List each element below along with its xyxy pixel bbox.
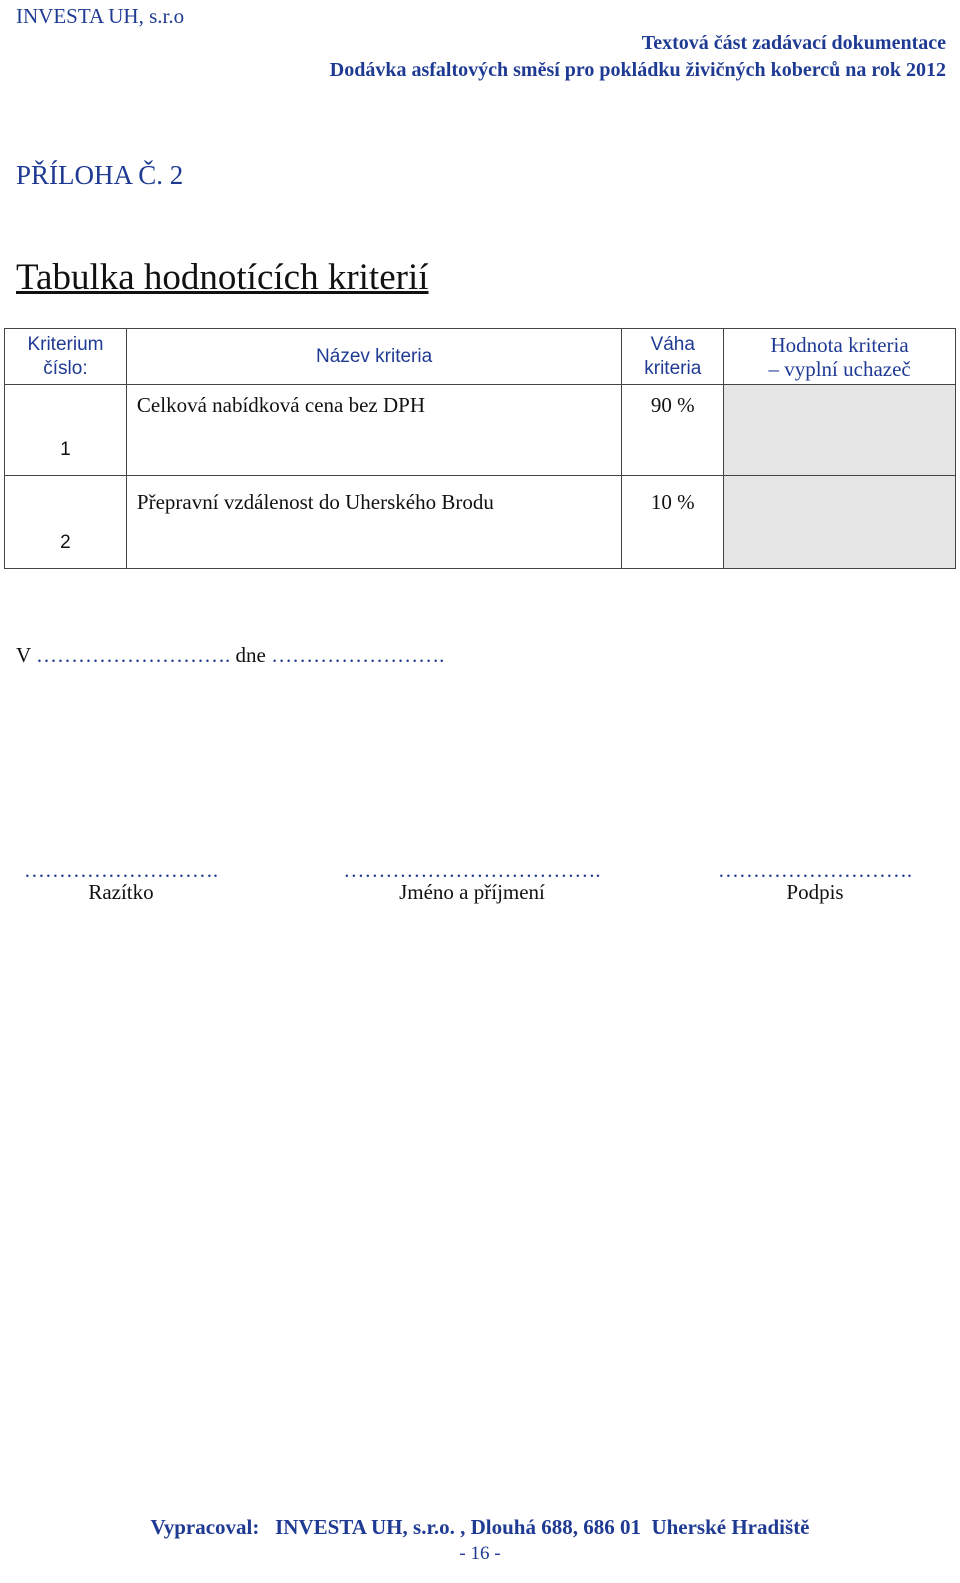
header-criterion-name bbox=[126, 329, 621, 385]
table-row bbox=[5, 385, 956, 476]
table-header-row bbox=[5, 329, 956, 385]
header-name-text: Název kriteria bbox=[316, 345, 433, 367]
criteria-table bbox=[4, 328, 956, 569]
header-weight-line1: Váha bbox=[650, 333, 695, 355]
place-date-line bbox=[16, 643, 444, 668]
criterion-number: 2 bbox=[5, 476, 127, 569]
stamp-label: Razítko bbox=[88, 880, 154, 904]
name-label: Jméno a příjmení bbox=[399, 880, 545, 904]
header-criterion-value bbox=[724, 329, 956, 385]
criterion-weight: 90 % bbox=[622, 385, 724, 476]
page-number: - 16 - bbox=[459, 1543, 501, 1564]
header-weight-line2: kriteria bbox=[644, 357, 702, 379]
header-criterion-number bbox=[5, 329, 127, 385]
stamp-line[interactable]: ………………………. bbox=[23, 858, 219, 882]
table-row bbox=[5, 476, 956, 569]
place-label: V bbox=[16, 643, 31, 667]
header-value-line1: Hodnota kriteria bbox=[770, 332, 909, 357]
header-number-line1: Kriterium bbox=[27, 333, 104, 355]
header-criterion-weight bbox=[622, 329, 724, 385]
criterion-weight: 10 % bbox=[622, 476, 724, 569]
header-document-type: Textová část zadávací dokumentace bbox=[641, 32, 946, 54]
page-title: Tabulka hodnotících kriterií bbox=[16, 257, 429, 298]
date-field[interactable]: ……………………. bbox=[271, 643, 445, 667]
header-subject: Dodávka asfaltových směsí pro pokládku živičných koberců na rok 2012 bbox=[329, 59, 946, 81]
sign-label: Podpis bbox=[786, 880, 844, 904]
criterion-number: 1 bbox=[5, 385, 127, 476]
sign-line[interactable]: ………………………. bbox=[717, 858, 913, 882]
criterion-value-field[interactable] bbox=[724, 476, 956, 569]
signature-stamp bbox=[16, 858, 226, 905]
signature-name bbox=[322, 858, 622, 905]
criterion-value-field[interactable] bbox=[724, 385, 956, 476]
criterion-name: Celková nabídková cena bez DPH bbox=[126, 385, 621, 476]
criterion-name: Přepravní vzdálenost do Uherského Brodu bbox=[126, 476, 621, 569]
place-field[interactable]: ………………………. bbox=[36, 643, 231, 667]
annex-label: PŘÍLOHA Č. 2 bbox=[16, 160, 184, 190]
header-value-line2: – vyplní uchazeč bbox=[768, 356, 911, 381]
footer-prepared-by: Vypracoval: INVESTA UH, s.r.o. , Dlouhá 688, 686 01 Uherské Hradiště bbox=[150, 1515, 810, 1539]
signature-sign bbox=[700, 858, 930, 905]
name-line[interactable]: ………………………………. bbox=[343, 858, 601, 882]
header-company: INVESTA UH, s.r.o bbox=[16, 4, 185, 28]
date-label: dne bbox=[235, 643, 266, 667]
header-number-line2: číslo: bbox=[43, 357, 88, 379]
